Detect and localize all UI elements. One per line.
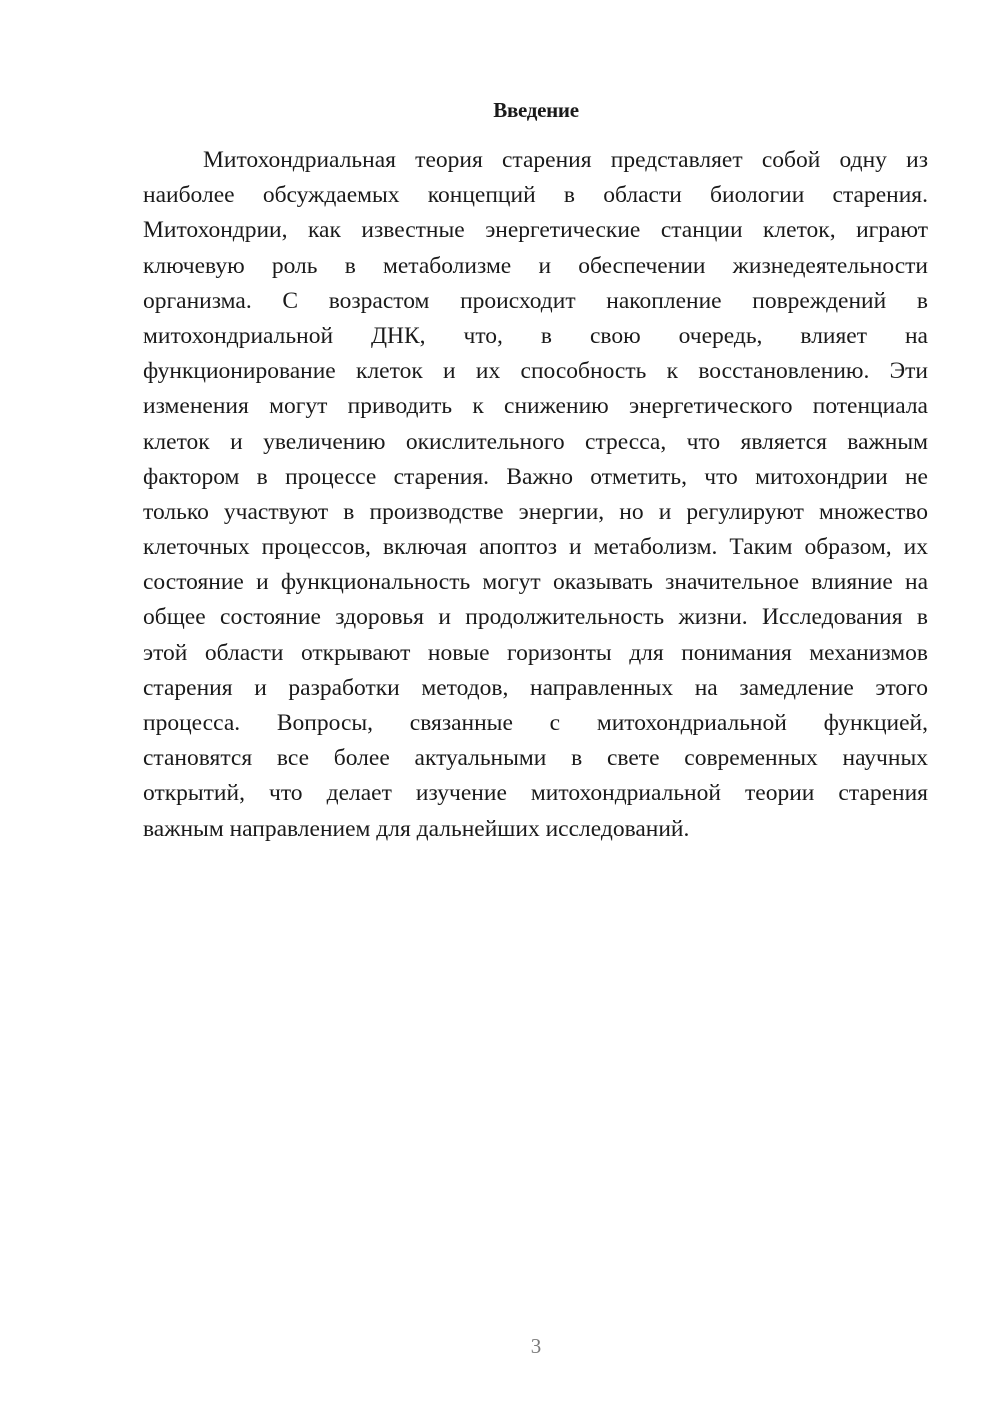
paragraph-line: этой области открывают новые горизонты для понимания механизмов <box>143 639 928 666</box>
section-heading: Введение <box>493 98 579 122</box>
paragraph-line: только участвуют в производстве энергии, но и регулируют множество <box>143 498 928 525</box>
paragraph-line: изменения могут приводить к снижению энергетического потенциала <box>143 393 928 420</box>
paragraph-line: клеточных процессов, включая апоптоз и метаболизм. Таким образом, их <box>143 534 928 561</box>
paragraph-line: старения и разработки методов, направленных на замедление этого <box>143 674 928 701</box>
paragraph-line: процесса. Вопросы, связанные с митохондриальной функцией, <box>143 710 928 736</box>
paragraph-line: открытий, что делает изучение митохондриальной теории старения <box>143 780 928 807</box>
paragraph-line: состояние и функциональность могут оказывать значительное влияние на <box>143 569 928 596</box>
paragraph-line: клеток и увеличению окислительного стресса, что является важным <box>143 428 928 455</box>
paragraph-line: ключевую роль в метаболизме и обеспечении жизнедеятельности <box>143 252 928 279</box>
paragraph-line: Митохондриальная теория старения представляет собой одну из <box>203 147 928 173</box>
paragraph-line: общее состояние здоровья и продолжительность жизни. Исследования в <box>143 604 928 631</box>
paragraph-line: Митохондрии, как известные энергетические станции клеток, играют <box>143 217 928 244</box>
paragraph-line: наиболее обсуждаемых концепций в области биологии старения. <box>143 182 928 209</box>
paragraph-line: становятся все более актуальными в свете современных научных <box>143 745 928 772</box>
paragraph-line: важным направлением для дальнейших исследований. <box>143 815 690 842</box>
paragraph-line: организма. С возрастом происходит накопление повреждений в <box>143 287 928 314</box>
paragraph-line: фактором в процессе старения. Важно отметить, что митохондрии не <box>143 463 928 490</box>
page-number: 3 <box>530 1334 542 1358</box>
paragraph-line: митохондриальной ДНК, что, в свою очередь, влияет на <box>143 322 928 349</box>
body-paragraph <box>143 143 928 847</box>
paragraph-line: функционирование клеток и их способность к восстановлению. Эти <box>143 358 928 385</box>
